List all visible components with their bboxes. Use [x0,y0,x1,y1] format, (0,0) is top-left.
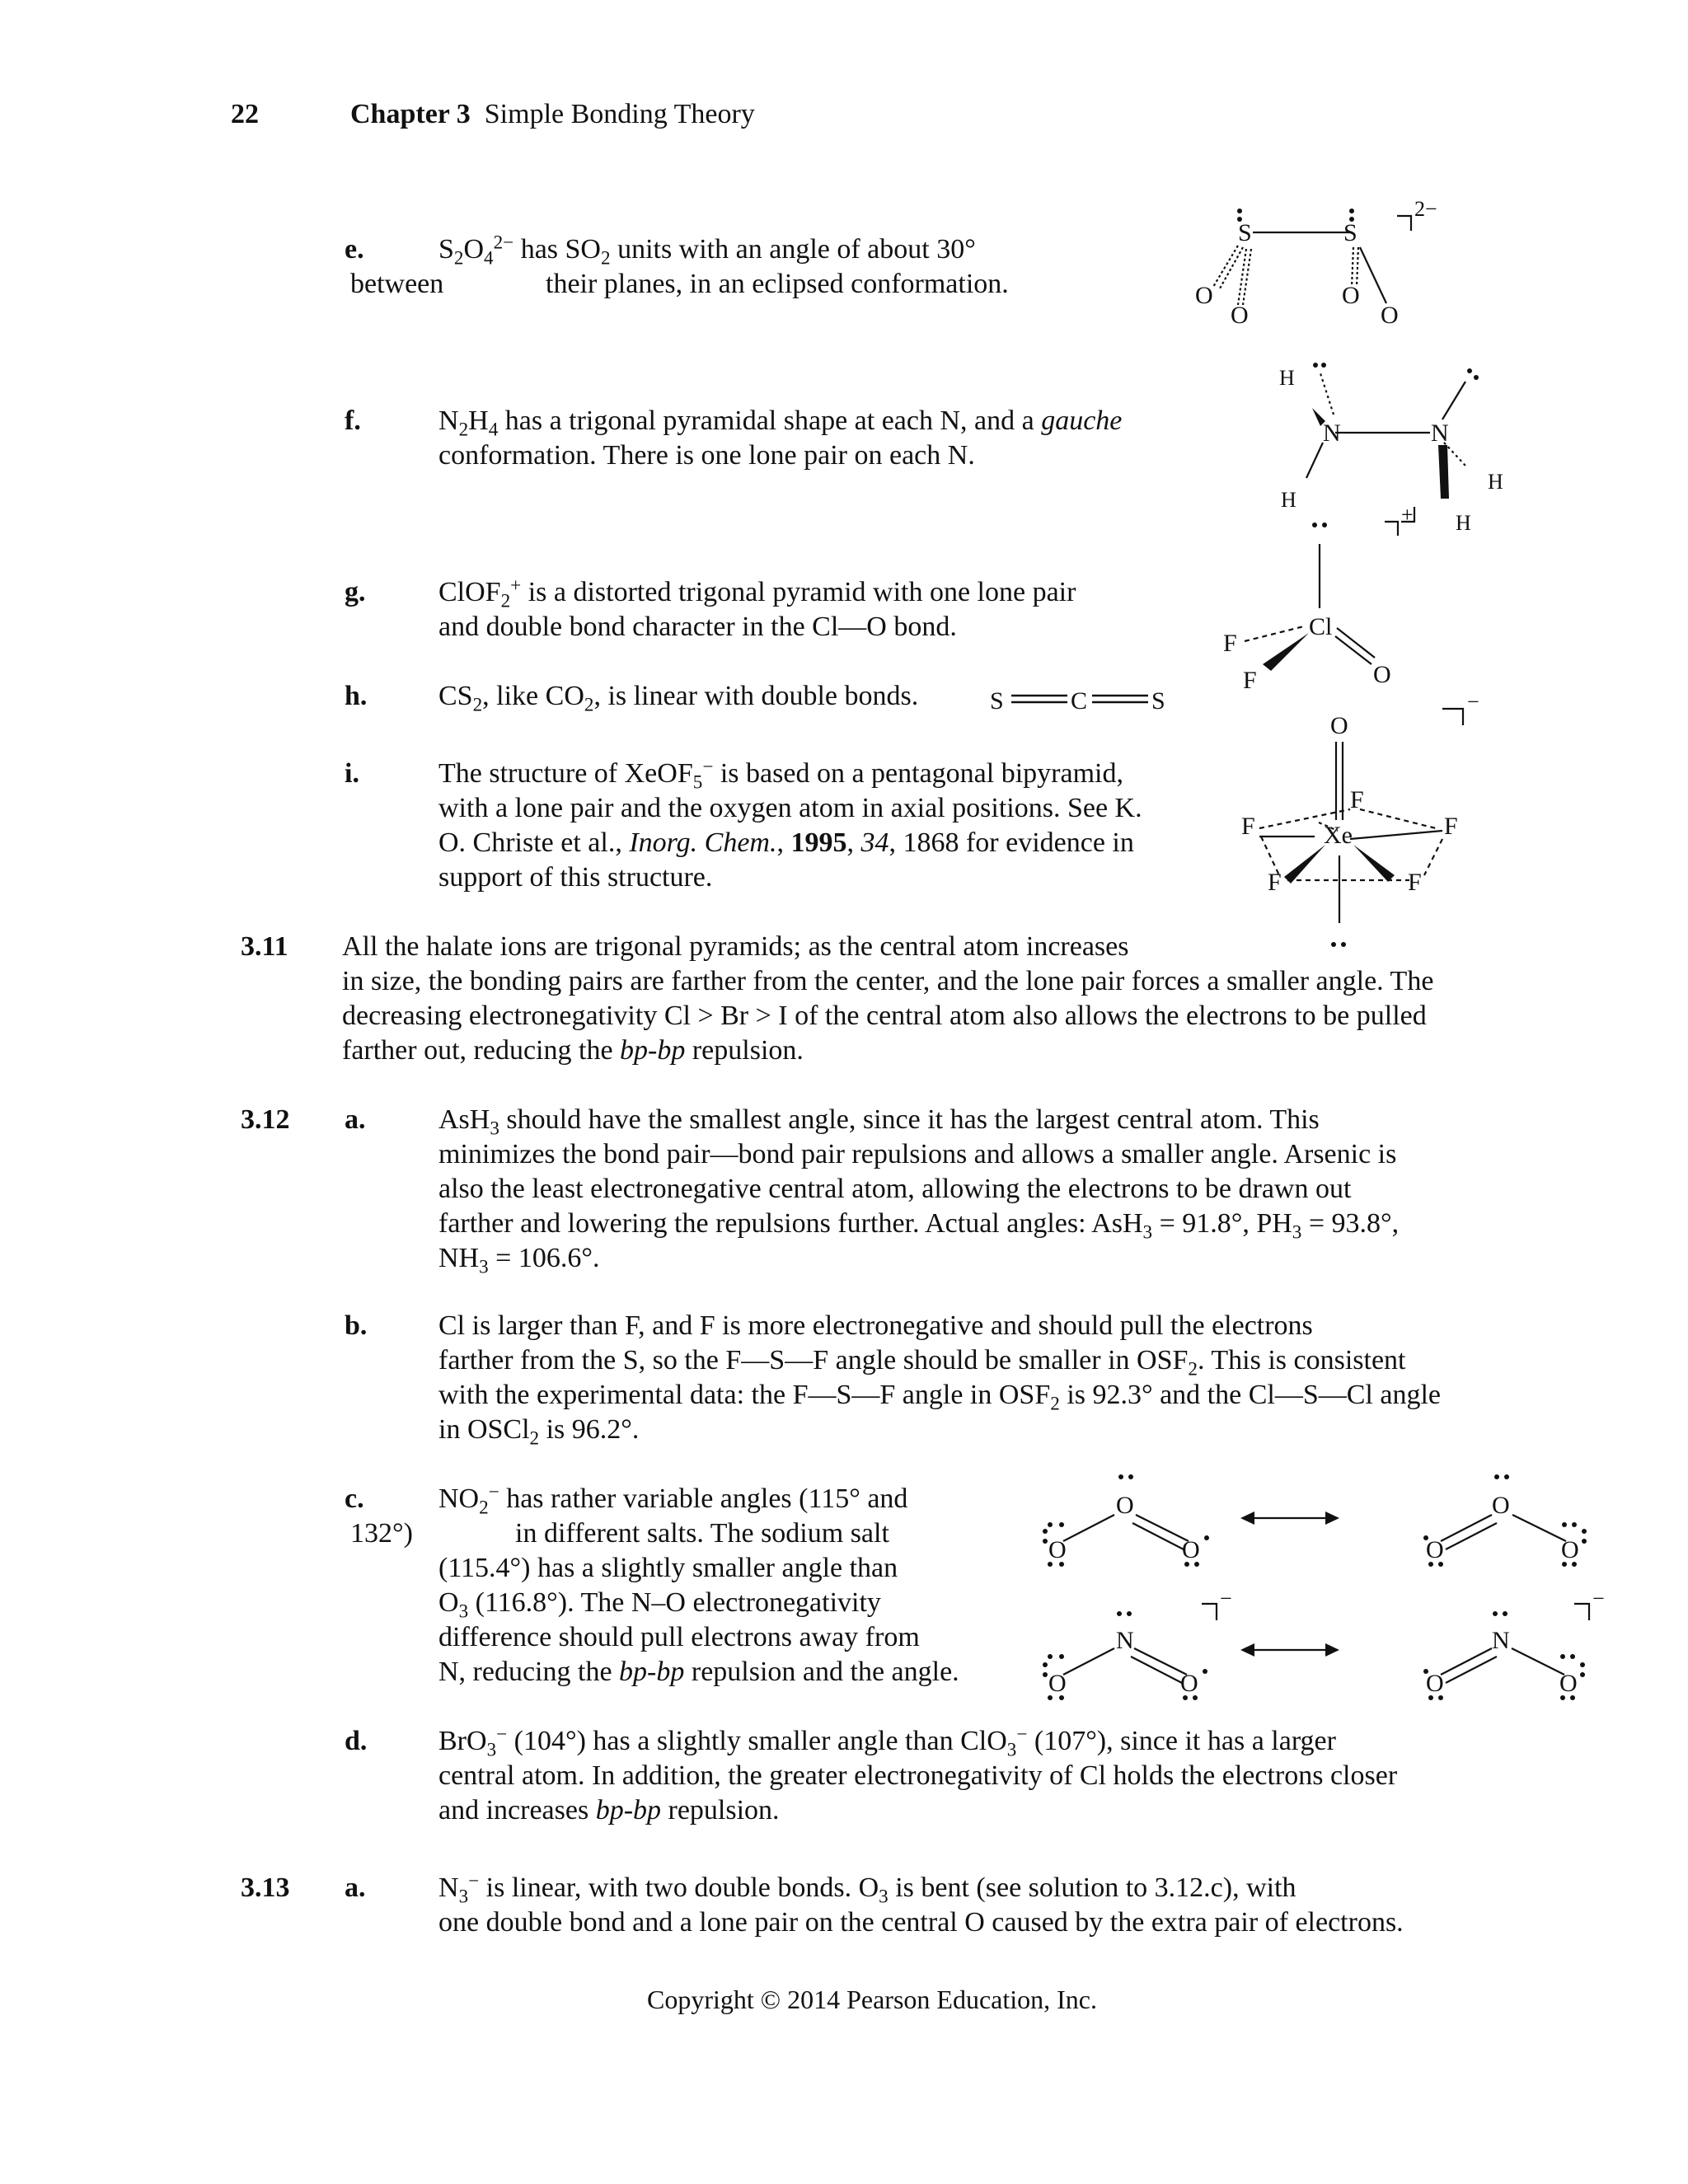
p312c-line5: difference should pull electrons away from [438,1622,920,1652]
n2h4-h2: H [1281,488,1296,512]
xeof5-f-left: F [1241,813,1255,840]
p311-line1: All the halate ions are trigonal pyramids; as the central atom increases [342,931,1129,962]
item-label-3-12c: c. [345,1483,364,1514]
no2-b-n: N [1492,1627,1510,1654]
o3-a-left: O [1048,1536,1067,1563]
item-label-3-12a: a. [345,1104,366,1135]
xeof5-charge: − [1467,690,1479,714]
item-i-line3: O. Christe et al., Inorg. Chem., 1995, 34, 1868 for evidence in [438,827,1134,858]
o3-a-center: O [1116,1492,1134,1519]
p312c-line1: $NO_2^-$ has rather variable angles (115° and [438,1481,908,1519]
item-e-line1: $S_2O_4^{2-}$ has $SO_2$ units with an angle of about 30° [438,232,976,269]
xeof5-f-right: F [1444,813,1458,840]
item-g-line1: ClOF$_2$+ is a distorted trigonal pyramid with one lone pair [438,574,1076,612]
clof2-o: O [1373,661,1391,688]
item-label-3-13a: a. [345,1872,366,1903]
no2-b-o-right: O [1559,1670,1578,1697]
n2h4-structure [1269,350,1541,535]
p312a-line1: AsH$_3$ should have the smallest angle, since it has the largest central atom. This [438,1104,1320,1140]
xeof5-f-back: F [1350,786,1364,813]
item-label-g: g. [345,577,366,607]
item-h-line1: $CS_2$, like $CO_2$, is linear with double bonds. [438,681,919,716]
s2o4-charge: 2− [1414,197,1437,221]
p312c-line6: N, reducing the bp-bp repulsion and the angle. [438,1657,959,1687]
s2o4-s2: S [1343,219,1357,246]
clof2-f2: F [1243,667,1257,694]
no2-a-o-left: O [1048,1670,1067,1697]
item-label-i: i. [345,758,359,789]
clof2-cl: Cl [1309,613,1333,640]
no2-b-charge: − [1592,1586,1605,1610]
n2h4-n2: N [1431,419,1449,447]
p312b-line2: farther from the S, so the F—S—F angle should be smaller in $OSF_2$. This is consistent [438,1345,1406,1380]
item-e-line2b: their planes, in an eclipsed conformation. [546,269,1009,299]
item-i-line2: with a lone pair and the oxygen atom in axial positions. See K. [438,793,1142,823]
clof2-structure [1212,503,1459,701]
xeof5-xe: Xe [1324,822,1353,849]
p313a-line2: one double bond and a lone pair on the central O caused by the extra pair of electrons. [438,1907,1404,1938]
p312a-line5: $NH_3 = 106.6^\circ$. [438,1243,600,1278]
p312c-line3: (115.4°) has a slightly smaller angle than [438,1553,898,1583]
no2-a-o-right: O [1180,1670,1198,1697]
p312d-line1: BrO$_3$− (104°) has a slightly smaller angle than ClO$_3$− (107°), since it has a larger [438,1723,1336,1761]
p311-line2: in size, the bonding pairs are farther from the center, and the lone pair forces a smaller angle. The [342,966,1434,996]
p312a-line2: minimizes the bond pair—bond pair repulsions and allows a smaller angle. Arsenic is [438,1139,1397,1169]
page-number: 22 [231,99,259,129]
p312b-line1: Cl is larger than F, and F is more electronegative and should pull the electrons [438,1310,1313,1341]
problem-number-3-12: 3.12 [241,1104,290,1135]
o3-b-left: O [1426,1536,1444,1563]
item-label-h: h. [345,681,368,711]
o3-b-center: O [1492,1492,1510,1519]
s2o4-structure [1170,198,1467,338]
item-i-line1: The structure of XeOF$_5$− is based on a pentagonal bipyramid, [438,756,1123,794]
p312a-line3: also the least electronegative central atom, allowing the electrons to be drawn out [438,1174,1352,1204]
item-e-line2a: between [350,269,444,299]
p312a-line4: farther and lowering the repulsions further. Actual angles: AsH$_3$ = 91.8°, $PH_3 = 93.8^\circ$, [438,1208,1400,1244]
xeof5-o: O [1330,712,1348,739]
p312c-line2b: in different salts. The sodium salt [515,1518,889,1549]
xeof5-f-br: F [1408,869,1422,896]
p312b-line3: with the experimental data: the F—S—F angle in $OSF_2$ is 92.3° and the Cl—S—Cl angle [438,1380,1441,1415]
s2o4-s1: S [1238,219,1252,246]
item-label-f: f. [345,405,361,436]
clof2-f1: F [1223,630,1237,657]
p312b-line4: in OSCl$_2$ is 96.2°. [438,1414,640,1450]
xeof5-f-bl: F [1268,869,1282,896]
s2o4-o4: O [1381,302,1399,329]
running-header [350,97,755,132]
cs2-s1: S [990,687,1004,715]
chapter-title: Simple Bonding Theory [484,99,755,129]
chapter-label: Chapter 3 [350,99,471,129]
n2h4-h4: H [1456,511,1471,535]
clof2-charge: + [1401,503,1414,527]
item-f-line1: $N_2H_4$ has a trigonal pyramidal shape at each N, and a gauche [438,405,1123,441]
cs2-c: C [1071,687,1088,715]
p312d-line3: and increases bp-bp repulsion. [438,1795,780,1825]
no2-a-n: N [1116,1627,1134,1654]
p312d-line2: central atom. In addition, the greater electronegativity of Cl holds the electrons closer [438,1760,1398,1791]
item-label-e: e. [345,234,364,265]
problem-number-3-13: 3.13 [241,1872,290,1903]
s2o4-o1: O [1195,282,1213,309]
xeof5-structure [1228,692,1541,964]
p313a-line1: $N_3^-$ is linear, with two double bonds. $O_3$ is bent (see solution to 3.12.c), with [438,1870,1296,1908]
p312c-line2a: 132°) [350,1518,413,1549]
item-f-line2: conformation. There is one lone pair on each N. [438,440,975,471]
cs2-s2: S [1151,687,1165,715]
item-i-line4: support of this structure. [438,862,713,893]
o3-a-right: O [1182,1536,1200,1563]
o3-resonance [1014,1459,1607,1582]
s2o4-o2: O [1231,302,1249,329]
n2h4-h3: H [1488,470,1503,494]
copyright-footer: Copyright © 2014 Pearson Education, Inc. [647,1985,1097,2014]
no2-resonance [1014,1586,1624,1714]
s2o4-o3: O [1342,282,1360,309]
item-label-3-12d: d. [345,1726,368,1756]
item-label-3-12b: b. [345,1310,368,1341]
o3-b-right: O [1561,1536,1579,1563]
no2-b-o-left: O [1426,1670,1444,1697]
p311-line4: farther out, reducing the bp-bp repulsion. [342,1035,804,1066]
cs2-structure [985,677,1199,719]
n2h4-h1: H [1279,366,1295,390]
p311-line3: decreasing electronegativity Cl > Br > I of the central atom also allows the electrons to be pulled [342,1001,1427,1031]
problem-number-3-11: 3.11 [241,931,288,962]
item-g-line2: and double bond character in the Cl—O bond. [438,612,957,642]
n2h4-n1: N [1323,419,1341,447]
p312c-line4: $O_3$ (116.8°). The N–O electronegativity [438,1587,881,1623]
no2-a-charge: − [1220,1586,1232,1610]
